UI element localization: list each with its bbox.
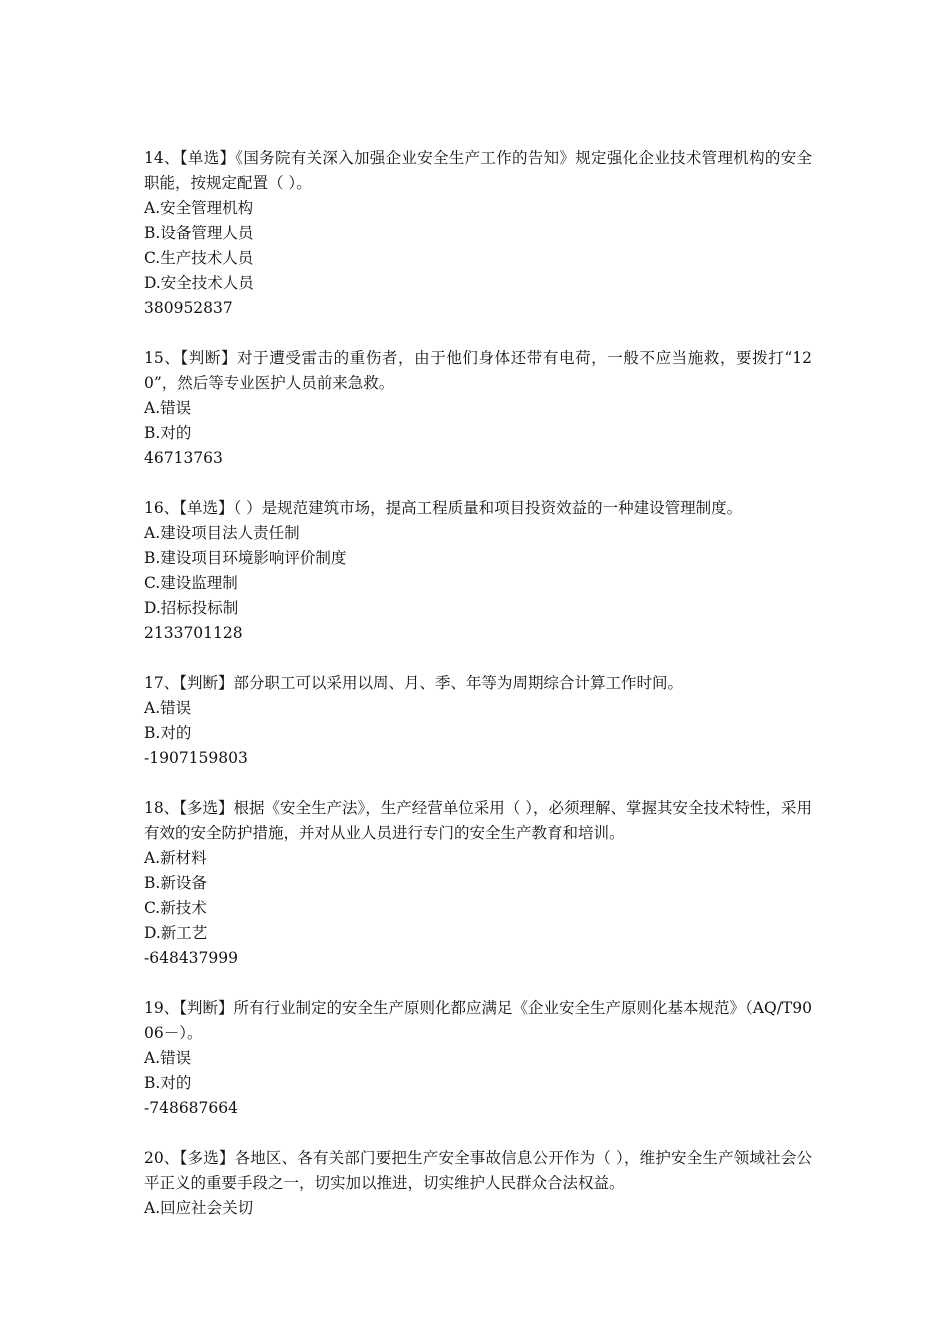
question-code: 46713763 <box>144 449 223 467</box>
option-a: A.错误 <box>144 699 192 717</box>
option-d: D.新工艺 <box>144 924 208 942</box>
option-a: A.新材料 <box>144 849 207 867</box>
option-b: B.建设项目环境影响评价制度 <box>144 549 347 567</box>
option-b: B.对的 <box>144 424 192 442</box>
question-stem: 17、【判断】部分职工可以采用以周、月、季、年等为周期综合计算工作时间。 <box>144 674 683 692</box>
question-18 <box>144 796 812 971</box>
question-stem: 18、【多选】根据《安全生产法》，生产经营单位采用（ ），必须理解、掌握其安全技术特性，采用有效的安全防护措施，并对从业人员进行专门的安全生产教育和培训。 <box>144 799 812 842</box>
question-code: -648437999 <box>144 949 238 967</box>
option-d: D.安全技术人员 <box>144 274 254 292</box>
option-b: B.设备管理人员 <box>144 224 254 242</box>
option-b: B.对的 <box>144 724 192 742</box>
question-19 <box>144 996 812 1121</box>
question-code: 380952837 <box>144 299 233 317</box>
option-c: C.建设监理制 <box>144 574 238 592</box>
question-15 <box>144 346 812 471</box>
option-a: A.错误 <box>144 1049 192 1067</box>
question-list <box>144 146 812 1246</box>
question-stem: 16、【单选】（ ）是规范建筑市场，提高工程质量和项目投资效益的一种建设管理制度。 <box>144 499 743 517</box>
question-stem: 20、【多选】各地区、各有关部门要把生产安全事故信息公开作为（ ），维护安全生产领域社会公平正义的重要手段之一，切实加以推进，切实维护人民群众合法权益。 <box>144 1149 812 1192</box>
option-b: B.新设备 <box>144 874 207 892</box>
question-stem: 14、【单选】《国务院有关深入加强企业安全生产工作的告知》规定强化企业技术管理机构的安全职能，按规定配置（ ）。 <box>144 149 812 192</box>
option-c: C.生产技术人员 <box>144 249 254 267</box>
option-a: A.安全管理机构 <box>144 199 254 217</box>
option-a: A.回应社会关切 <box>144 1199 254 1217</box>
question-code: 2133701128 <box>144 624 243 642</box>
option-a: A.错误 <box>144 399 192 417</box>
question-code: -748687664 <box>144 1099 238 1117</box>
option-b: B.对的 <box>144 1074 192 1092</box>
question-16 <box>144 496 812 646</box>
question-stem: 15、【判断】对于遭受雷击的重伤者，由于他们身体还带有电荷，一般不应当施救，要拨打“120”，然后等专业医护人员前来急救。 <box>144 349 812 392</box>
option-a: A.建设项目法人责任制 <box>144 524 300 542</box>
question-20 <box>144 1146 812 1221</box>
question-14 <box>144 146 812 321</box>
option-c: C.新技术 <box>144 899 207 917</box>
question-stem: 19、【判断】所有行业制定的安全生产原则化都应满足《企业安全生产原则化基本规范》（AQ/T9006－）。 <box>144 999 812 1042</box>
question-17 <box>144 671 812 771</box>
question-code: -1907159803 <box>144 749 248 767</box>
option-d: D.招标投标制 <box>144 599 239 617</box>
